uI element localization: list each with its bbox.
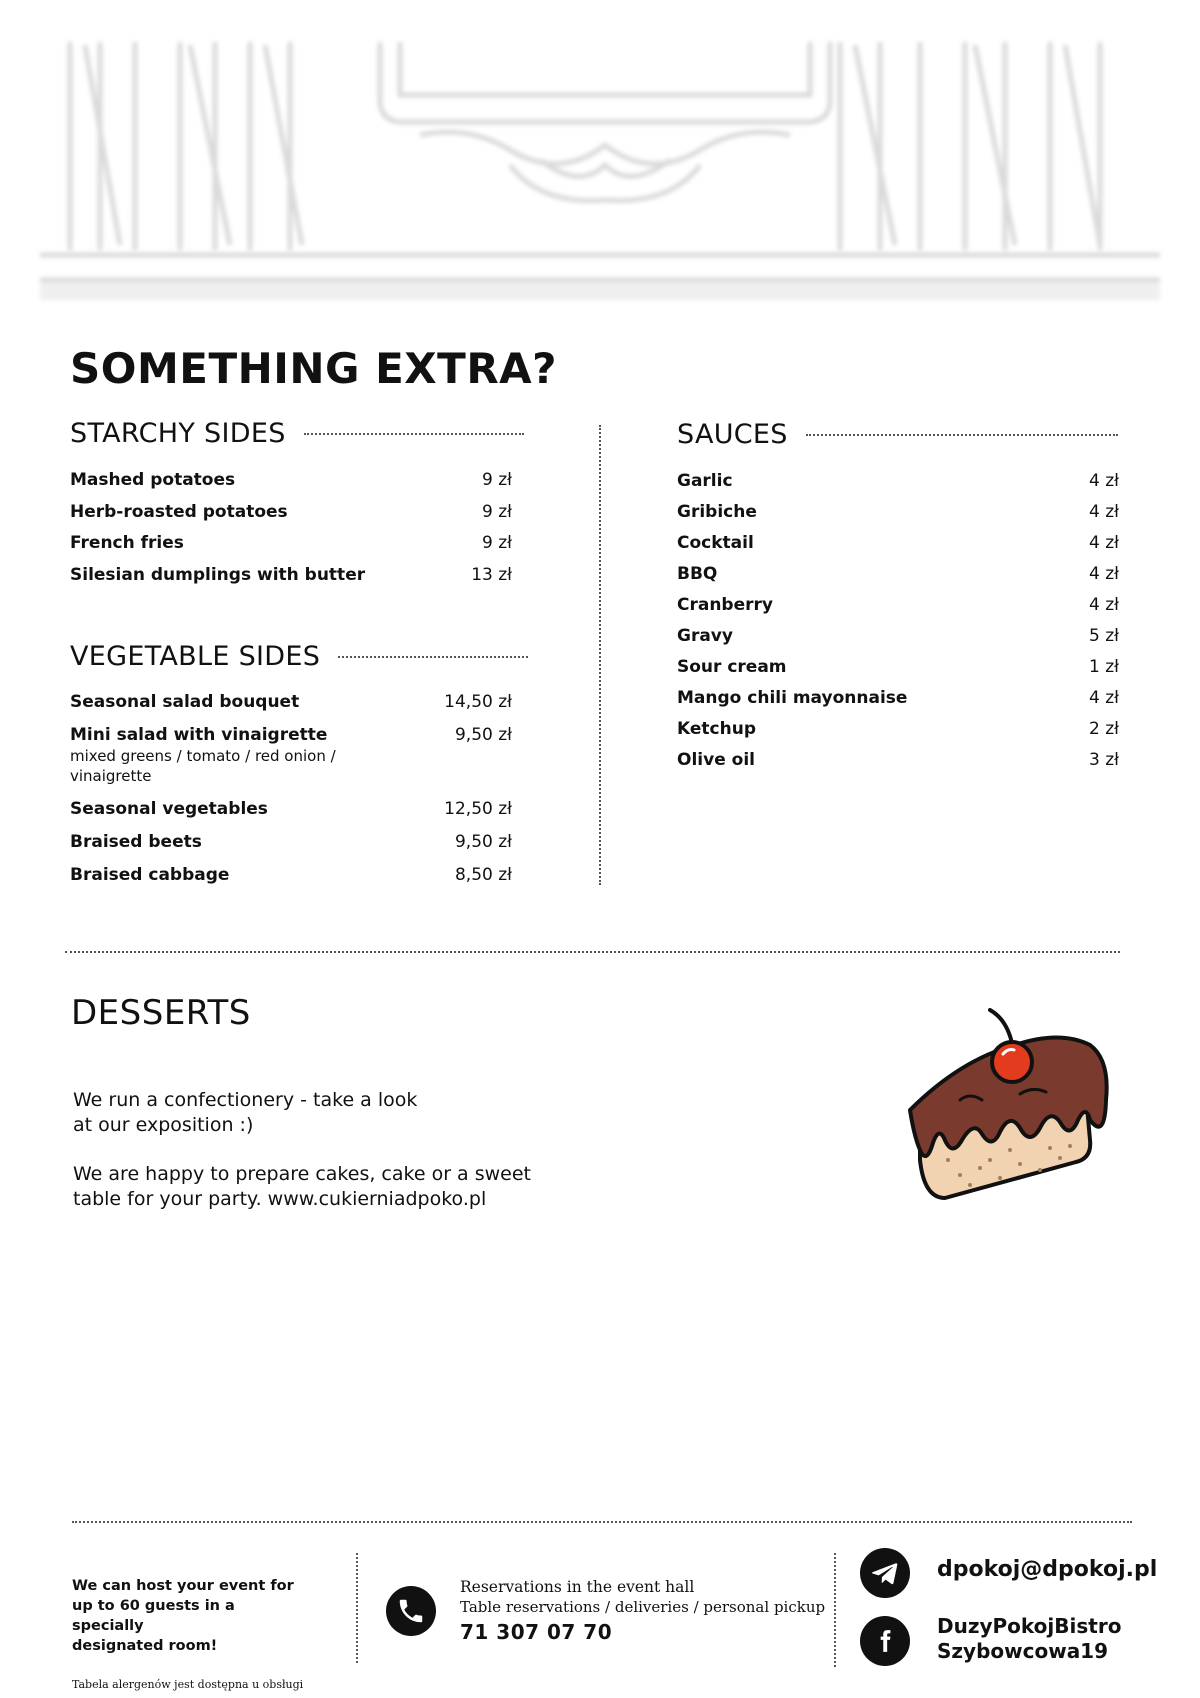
item-price: 14,50 zł — [444, 692, 512, 712]
menu-item — [677, 688, 1119, 719]
item-name: Mini salad with vinaigrette — [70, 725, 328, 745]
item-name: Cocktail — [677, 533, 754, 553]
item-price: 5 zł — [1089, 626, 1119, 646]
item-price: 13 zł — [471, 565, 512, 585]
item-price: 4 zł — [1089, 595, 1119, 615]
email-link[interactable]: dpokoj@dpokoj.pl — [937, 1557, 1158, 1582]
item-name: Braised beets — [70, 832, 202, 852]
phone-icon[interactable] — [386, 1586, 436, 1636]
item-name-block — [70, 725, 340, 786]
heading-divider — [338, 656, 528, 658]
sauces-list — [677, 471, 1119, 781]
starchy-sides-heading: STARCHY SIDES — [70, 418, 286, 449]
item-name: Garlic — [677, 471, 733, 491]
allergen-note: Tabela alergenów jest dostępna u obsługi — [72, 1678, 304, 1691]
item-price: 1 zł — [1089, 657, 1119, 677]
menu-item — [70, 865, 512, 898]
menu-item — [677, 595, 1119, 626]
footer-column-divider — [356, 1553, 358, 1663]
item-price: 9 zł — [482, 502, 512, 522]
cake-slice-icon — [900, 1000, 1110, 1210]
desserts-line: We run a confectionery - take a look — [73, 1089, 418, 1111]
menu-item — [677, 533, 1119, 564]
services-text: Table reservations / deliveries / personal pickup — [460, 1598, 826, 1616]
item-price: 9,50 zł — [454, 832, 512, 852]
item-price: 4 zł — [1089, 471, 1119, 491]
item-price: 12,50 zł — [444, 799, 512, 819]
item-name: Cranberry — [677, 595, 773, 615]
item-name: Seasonal salad bouquet — [70, 692, 300, 712]
item-name: Silesian dumplings with butter — [70, 565, 366, 585]
item-name: Seasonal vegetables — [70, 799, 268, 819]
item-price: 9 zł — [482, 533, 512, 553]
desserts-line: at our exposition :) — [73, 1114, 254, 1136]
item-price: 2 zł — [1089, 719, 1119, 739]
item-description: mixed greens / tomato / red onion / vinaigrette — [70, 747, 336, 785]
item-price: 8,50 zł — [454, 865, 512, 885]
item-name: Olive oil — [677, 750, 755, 770]
menu-item — [677, 657, 1119, 688]
event-info-line: designated room! — [72, 1638, 218, 1654]
facebook-icon[interactable] — [860, 1616, 910, 1666]
item-name: Sour cream — [677, 657, 787, 677]
item-price: 4 zł — [1089, 502, 1119, 522]
desserts-text — [73, 1162, 573, 1212]
desserts-line: table for your party. www.cukierniadpoko.pl — [73, 1188, 487, 1210]
menu-item — [70, 470, 512, 502]
menu-item — [677, 471, 1119, 502]
starchy-sides-header — [70, 418, 524, 449]
menu-item — [70, 799, 512, 832]
item-price: 3 zł — [1089, 750, 1119, 770]
vegetable-sides-list — [70, 692, 512, 898]
menu-item — [70, 502, 512, 533]
sauces-header — [677, 419, 1118, 450]
item-price: 4 zł — [1089, 533, 1119, 553]
reservations-text: Reservations in the event hall — [460, 1578, 695, 1596]
menu-item — [677, 502, 1119, 533]
section-divider — [65, 951, 1120, 953]
page-title: SOMETHING EXTRA? — [70, 344, 558, 393]
menu-item — [677, 719, 1119, 750]
item-price: 4 zł — [1089, 564, 1119, 584]
menu-item — [70, 725, 512, 799]
menu-item — [677, 626, 1119, 657]
facebook-name[interactable]: DuzyPokojBistro — [937, 1614, 1122, 1638]
starchy-sides-list — [70, 470, 512, 597]
event-info — [72, 1576, 302, 1656]
event-info-line: up to 60 guests in a specially — [72, 1598, 235, 1634]
menu-item — [677, 750, 1119, 781]
event-info-line: We can host your event for — [72, 1578, 294, 1594]
header-decoration — [40, 40, 1160, 302]
vegetable-sides-header — [70, 641, 528, 672]
sauces-heading: SAUCES — [677, 419, 788, 450]
heading-divider — [304, 433, 524, 435]
menu-item — [70, 692, 512, 725]
menu-item — [677, 564, 1119, 595]
facebook-address: Szybowcowa19 — [937, 1639, 1109, 1663]
item-name: Braised cabbage — [70, 865, 230, 885]
desserts-line: We are happy to prepare cakes, cake or a sweet — [73, 1163, 531, 1185]
phone-number[interactable]: 71 307 07 70 — [460, 1620, 613, 1644]
menu-item — [70, 565, 512, 597]
menu-item — [70, 832, 512, 865]
footer-column-divider — [834, 1553, 836, 1667]
item-price: 4 zł — [1089, 688, 1119, 708]
desserts-text — [73, 1088, 573, 1138]
item-name: Mashed potatoes — [70, 470, 236, 490]
item-name: Ketchup — [677, 719, 756, 739]
item-name: BBQ — [677, 564, 718, 584]
menu-item — [70, 533, 512, 565]
item-name: Gribiche — [677, 502, 757, 522]
item-name: French fries — [70, 533, 184, 553]
item-price: 9 zł — [482, 470, 512, 490]
desserts-heading: DESSERTS — [71, 993, 251, 1033]
column-divider — [599, 425, 601, 885]
item-name: Herb-roasted potatoes — [70, 502, 288, 522]
heading-divider — [806, 434, 1118, 436]
footer-divider — [72, 1521, 1132, 1523]
telegram-icon[interactable] — [860, 1548, 910, 1598]
item-name: Gravy — [677, 626, 733, 646]
item-name: Mango chili mayonnaise — [677, 688, 908, 708]
vegetable-sides-heading: VEGETABLE SIDES — [70, 641, 321, 672]
item-price: 9,50 zł — [454, 725, 512, 745]
